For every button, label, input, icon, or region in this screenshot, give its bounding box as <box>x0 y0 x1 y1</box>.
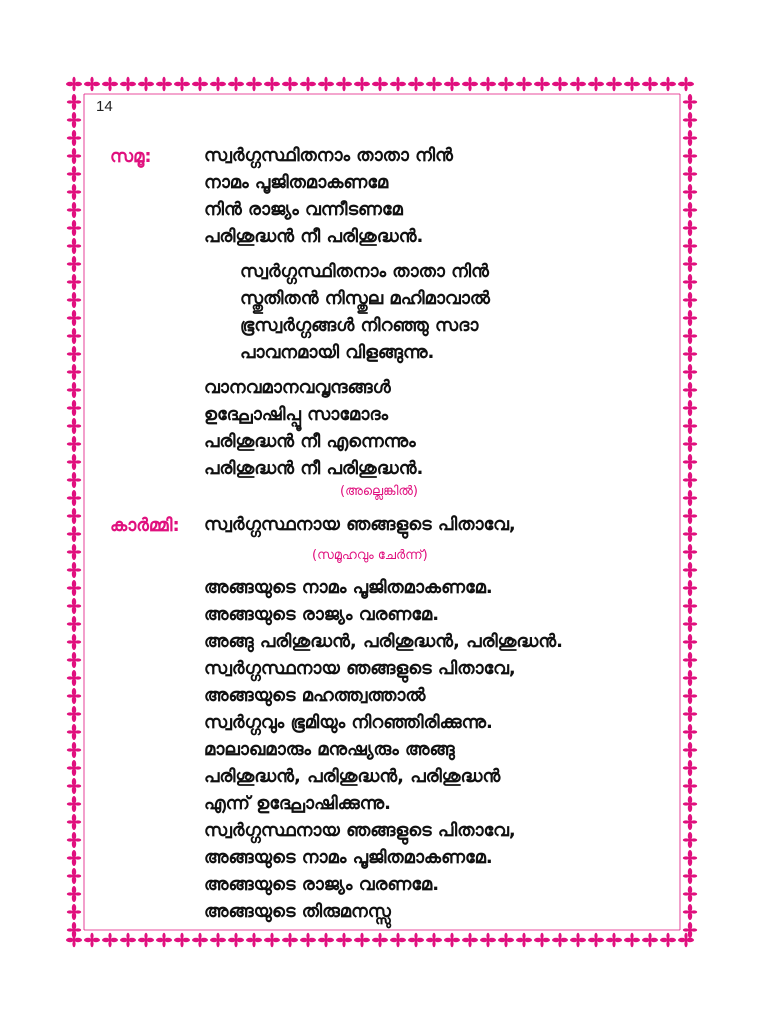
speaker-label-community: സമൂ: <box>110 146 152 167</box>
verse-block-1 <box>204 142 453 250</box>
verse-line: സ്വർഗ്ഗസ്ഥനായ ഞങ്ങളുടെ പിതാവേ, <box>204 514 516 535</box>
verse-line: അങ്ങയുടെ നാമം പൂജിതമാകണമേ. <box>204 847 493 868</box>
verse-line: പരിശുദ്ധൻ, പരിശുദ്ധൻ, പരിശുദ്ധൻ <box>204 766 501 787</box>
verse-line: മാലാഖമാരും മനുഷ്യരും അങ്ങു <box>204 739 455 760</box>
verse-line: സ്വർഗ്ഗസ്ഥനായ ഞങ്ങളുടെ പിതാവേ, <box>204 658 516 679</box>
rubric-or: (അല്ലെങ്കിൽ) <box>340 484 418 499</box>
verse-line: നാമം പൂജിതമാകണമേ <box>204 172 389 193</box>
verse-line: ഉദ്ഘോഷിപ്പൂ സാമോദം <box>204 404 388 425</box>
verse-line: ഭൂസ്വർഗ്ഗങ്ങൾ നിറഞ്ഞു സദാ <box>240 315 479 336</box>
verse-line: വാനവമാനവവൃന്ദങ്ങൾ <box>204 377 391 398</box>
verse-line: പരിശുദ്ധൻ നീ പരിശുദ്ധൻ. <box>204 458 424 479</box>
verse-line: അങ്ങു പരിശുദ്ധൻ, പരിശുദ്ധൻ, പരിശുദ്ധൻ. <box>204 631 564 652</box>
verse-line: അങ്ങയുടെ രാജ്യം വരണമേ. <box>204 604 440 625</box>
verse-line: സ്തുതിതൻ നിസ്തുല മഹിമാവാൽ <box>240 288 490 309</box>
verse-line: അങ്ങയുടെ രാജ്യം വരണമേ. <box>204 874 440 895</box>
verse-line: സ്വർഗ്ഗസ്ഥിതനാം താതാ നിൻ <box>204 145 453 166</box>
verse-line: സ്വർഗ്ഗവും ഭൂമിയും നിറഞ്ഞിരിക്കുന്നു. <box>204 712 493 733</box>
verse-line: അങ്ങയുടെ തിരുമനസ്സു <box>204 901 391 922</box>
verse-line: അങ്ങയുടെ നാമം പൂജിതമാകണമേ. <box>204 577 493 598</box>
verse-line: സ്വർഗ്ഗസ്ഥിതനാം താതാ നിൻ <box>240 261 489 282</box>
verse-block-2 <box>240 258 490 366</box>
verse-block-3 <box>204 374 423 482</box>
verse-line: നിൻ രാജ്യം വന്നീടണമേ <box>204 199 403 220</box>
speaker-label-celebrant: കാർമ്മി: <box>110 515 180 536</box>
rubric-with-community: (സമൂഹവും ചേർന്ന്) <box>312 548 428 563</box>
verse-line: പാവനമായി വിളങ്ങുന്നു. <box>240 342 435 363</box>
page-number: 14 <box>96 98 113 115</box>
verse-line: എന്ന് ഉദ്ഘോഷിക്കുന്നു. <box>204 793 391 814</box>
verse-line: അങ്ങയുടെ മഹത്ത്വത്താൽ <box>204 685 426 706</box>
verse-line: പരിശുദ്ധൻ നീ എന്നെന്നും <box>204 431 416 452</box>
verse-line: പരിശുദ്ധൻ നീ പരിശുദ്ധൻ. <box>204 226 424 247</box>
verse-line: സ്വർഗ്ഗസ്ഥനായ ഞങ്ങളുടെ പിതാവേ, <box>204 820 516 841</box>
verse-block-5 <box>204 574 563 925</box>
verse-block-4 <box>204 511 516 538</box>
